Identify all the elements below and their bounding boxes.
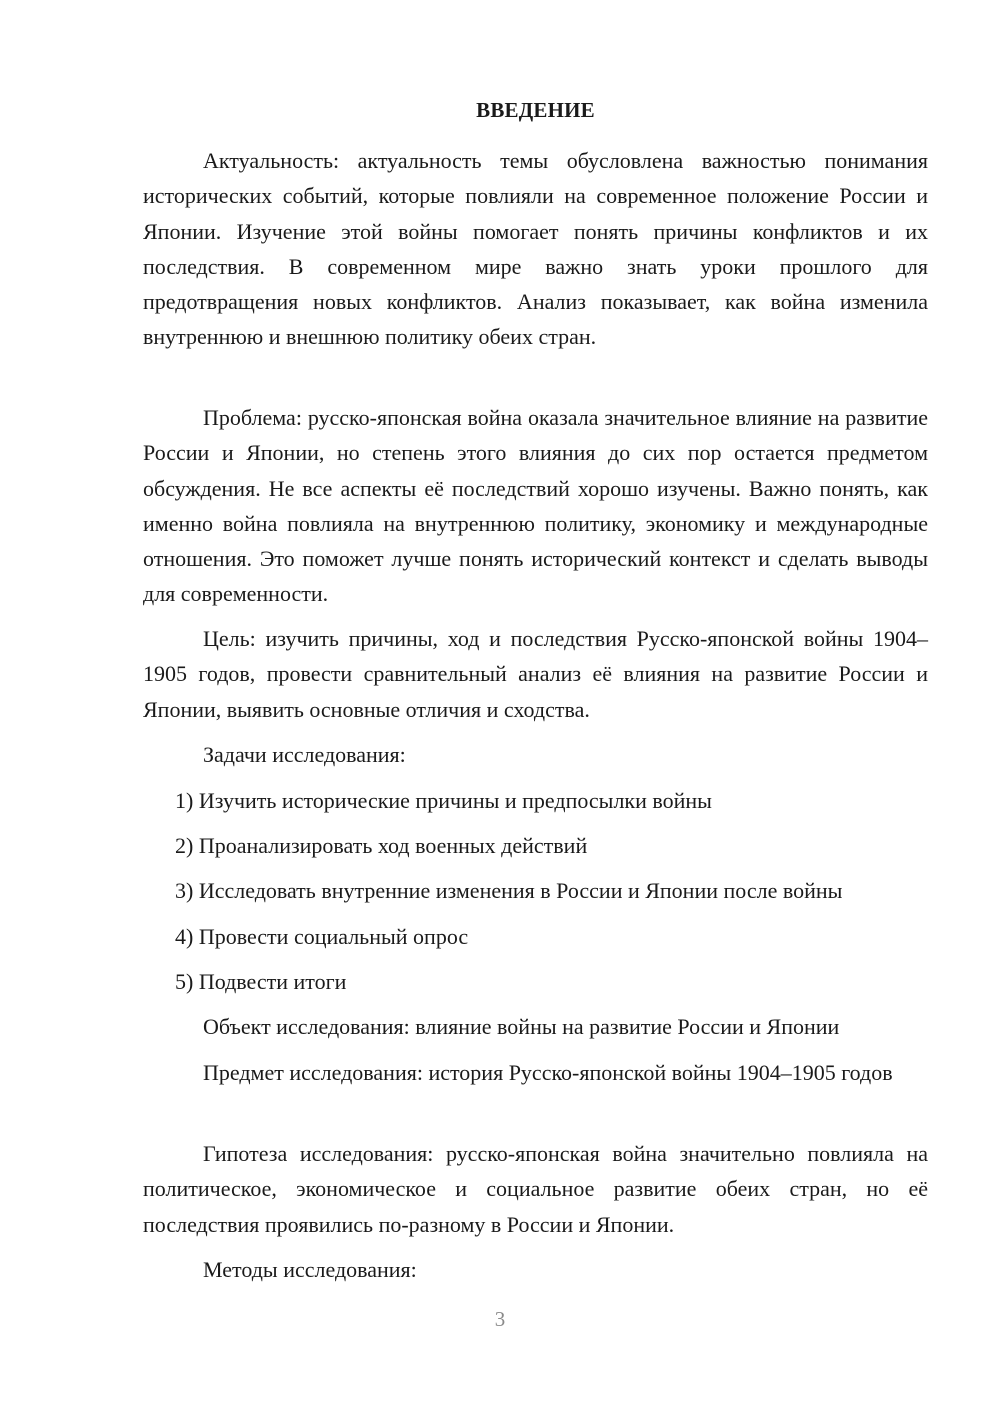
paragraph-subject: Предмет исследования: история Русско-японской войны 1904–1905 годов <box>203 1060 893 1085</box>
page-number: 3 <box>494 1307 506 1331</box>
list-item: 3) Исследовать внутренние изменения в России и Японии после войны <box>175 878 843 903</box>
list-item: 2) Проанализировать ход военных действий <box>175 833 588 858</box>
paragraph-relevance: Актуальность: актуальность темы обусловлена важностью понимания исторических событий, которые повлияли на современное положение России и Японии. Изучение этой войны помогает понять причины конфликтов и их последствия. В современном мире важно знать уроки прошлого для предотвращения новых конфликтов. Анализ показывает, как война изменила внутреннюю и внешнюю политику обеих стран. <box>143 148 928 350</box>
list-item: 5) Подвести итоги <box>175 969 347 994</box>
paragraph-problem: Проблема: русско-японская война оказала значительное влияние на развитие России и Японии, но степень этого влияния до сих пор остается предметом обсуждения. Не все аспекты её последствий хорошо изучены. Важно понять, как именно война повлияла на внутреннюю политику, экономику и международные отношения. Это поможет лучше понять исторический контекст и сделать выводы для современности. <box>143 405 928 607</box>
paragraph-object: Объект исследования: влияние войны на развитие России и Японии <box>203 1014 840 1039</box>
list-item: 4) Провести социальный опрос <box>175 924 469 949</box>
tasks-heading: Задачи исследования: <box>203 742 406 767</box>
paragraph-goal: Цель: изучить причины, ход и последствия Русско-японской войны 1904–1905 годов, провести сравнительный анализ её влияния на развитие России и Японии, выявить основные отличия и сходства. <box>143 626 928 722</box>
methods-heading: Методы исследования: <box>203 1257 417 1282</box>
section-title: ВВЕДЕНИЕ <box>476 98 595 122</box>
paragraph-hypothesis: Гипотеза исследования: русско-японская война значительно повлияла на политическое, экономическое и социальное развитие обеих стран, но её последствия проявились по-разному в России и Японии. <box>143 1141 928 1237</box>
list-item: 1) Изучить исторические причины и предпосылки войны <box>175 788 712 813</box>
